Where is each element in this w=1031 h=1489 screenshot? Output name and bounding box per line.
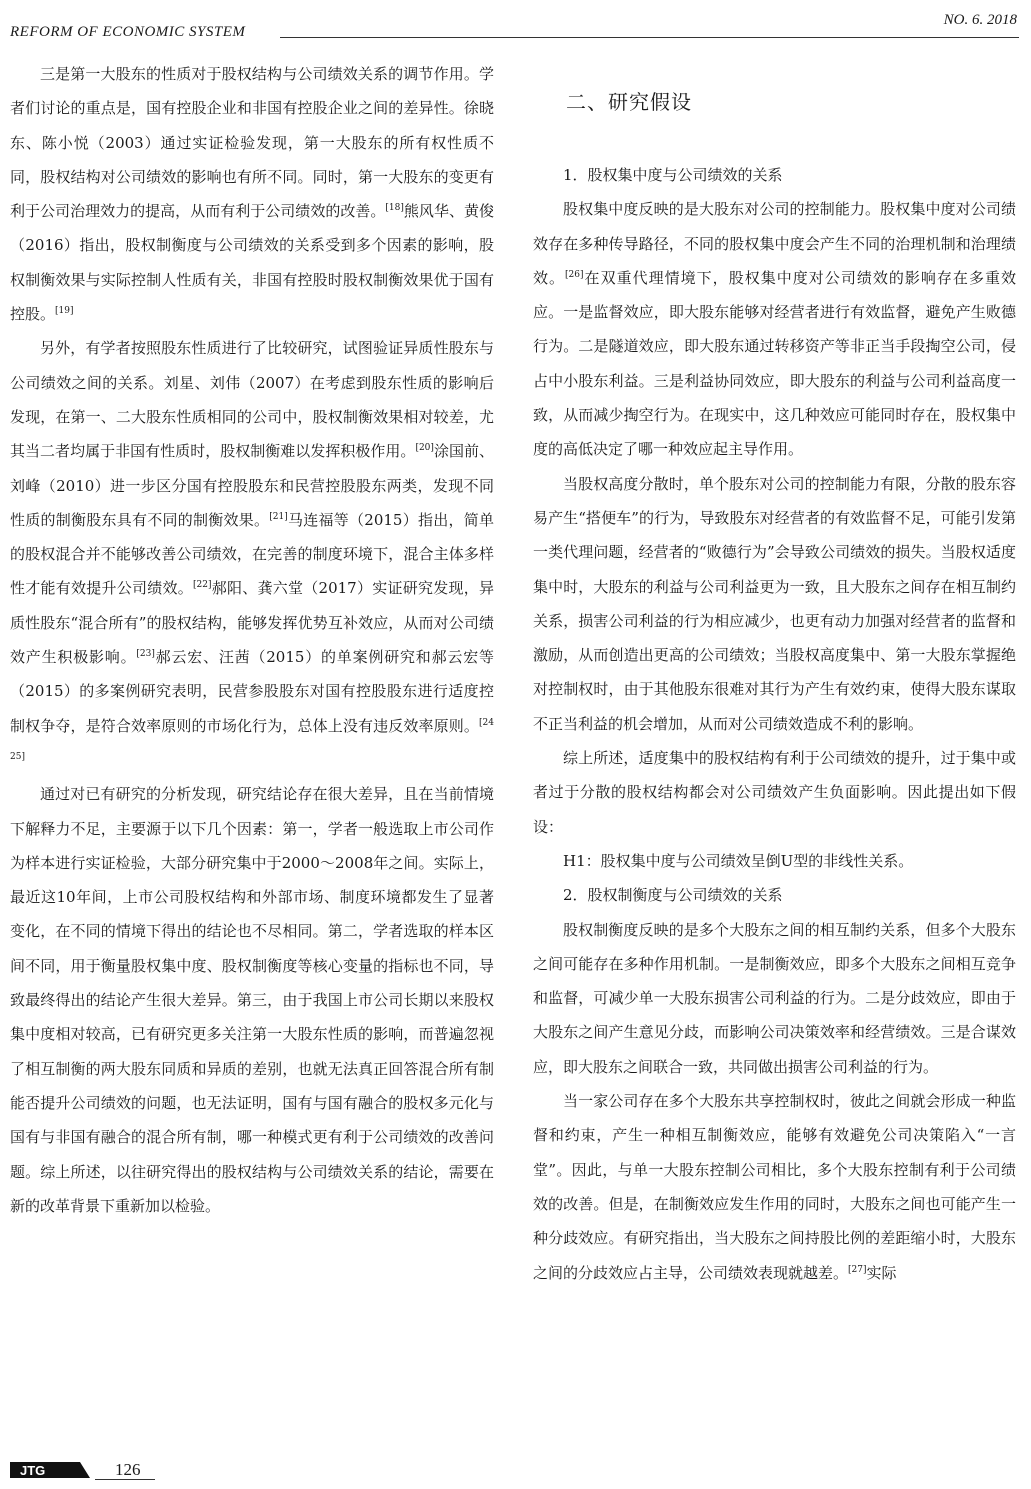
hypothesis: H1：股权集中度与公司绩效呈倒U型的非线性关系。 [563, 851, 914, 870]
paragraph: 通过对已有研究的分析发现，研究结论存在很大差异，且在当前情境下解释力不足，主要源于以下几个因素：第一，学者一般选取上市公司作为样本进行实证检验，大部分研究集中于2000～2008年之间。实际上，最近这10年间，上市公司股权结构和外部市场、制度环境都发生了显著变化，在不同的情境下得出的结论也不尽相同。第二，学者选取的样本区间不同，用于衡量股权集中度、股权制衡度等核心变量的指标也不同，导致最终得出的结论产生很大差异。第三，由于我国上市公司长期以来股权集中度相对较高，已有研究更多关注第一大股东性质的影响，而普遍忽视了相互制衡的两大股东同质和异质的差别，也就无法真正回答混合所有制能否提升公司绩效的问题，也无法证明，国有与国有融合的股权多元化与国有与非国有融合的混合所有制，哪一种模式更有利于公司绩效的改善问题。综上所述，以往研究得出的股权结构与公司绩效关系的结论，需要在新的改革背景下重新加以检验。 [10, 785, 494, 1215]
paragraph: 股权集中度反映的是大股东对公司的控制能力。股权集中度对公司绩效存在多种传导路径，不同的股权集中度会产生不同的治理机制和治理绩效。[26]在双重代理情境下，股权集中度对公司绩效的影响存在多重效应。一是监督效应，即大股东能够对经营者进行有效监督，避免产生败德行为。二是隧道效应，即大股东通过转移资产等非正当手段掏空公司，侵占中小股东利益。三是利益协同效应，即大股东的利益与公司利益高度一致，从而减少掏空行为。在现实中，这几种效应可能同时存在，股权集中度的高低决定了哪一种效应起主导作用。 [533, 200, 1016, 459]
issue-number: NO. 6. 2018 [943, 12, 1017, 28]
logo-text: JTG [20, 1463, 46, 1478]
subsection-title: 2．股权制衡度与公司绩效的关系 [563, 886, 783, 905]
paragraph: 股权制衡度反映的是多个大股东之间的相互制约关系，但多个大股东之间可能存在多种作用机制。一是制衡效应，即多个大股东之间相互竞争和监督，可减少单一大股东损害公司利益的行为。二是分歧效应，即由于大股东之间产生意见分歧，而影响公司决策效率和经营绩效。三是合谋效应，即大股东之间联合一致，共同做出损害公司利益的行为。 [533, 920, 1016, 1076]
journal-logo [10, 1462, 90, 1478]
left-column [10, 57, 494, 1223]
subsection-title: 1．股权集中度与公司绩效的关系 [563, 166, 783, 184]
page-number: 126 [115, 1460, 141, 1479]
section-title: 二、研究假设 [566, 90, 692, 114]
right-column [533, 158, 1016, 1290]
paragraph: 当一家公司存在多个大股东共享控制权时，彼此之间就会形成一种监督和约束，产生一种相互制衡效应，能够有效避免公司决策陷入“一言堂”。因此，与单一大股东控制公司相比，多个大股东控制有利于公司绩效的改善。但是，在制衡效应发生作用的同时，大股东之间也可能产生一种分歧效应。有研究指出，当大股东之间持股比例的差距缩小时，大股东之间的分歧效应占主导，公司绩效表现就越差。[27]实际 [533, 1092, 1016, 1282]
journal-name: REFORM OF ECONOMIC SYSTEM [10, 24, 246, 40]
paragraph: 三是第一大股东的性质对于股权结构与公司绩效关系的调节作用。学者们讨论的重点是，国有控股企业和非国有控股企业之间的差异性。徐晓东、陈小悦（2003）通过实证检验发现，第一大股东的所有权性质不同，股权结构对公司绩效的影响也有所不同。同时，第一大股东的变更有利于公司治理效力的提高，从而有利于公司绩效的改善。[18]熊风华、黄俊（2016）指出，股权制衡度与公司绩效的关系受到多个因素的影响，股权制衡效果与实际控制人性质有关，非国有控股时股权制衡效果优于国有控股。[19] [10, 65, 494, 324]
paragraph: 另外，有学者按照股东性质进行了比较研究，试图验证异质性股东与公司绩效之间的关系。刘星、刘伟（2007）在考虑到股东性质的影响后发现，在第一、二大股东性质相同的公司中，股权制衡效果相对较差，尤其当二者均属于非国有性质时，股权制衡难以发挥积极作用。[20]涂国前、刘峰（2010）进一步区分国有控股股东和民营控股股东两类，发现不同性质的制衡股东具有不同的制衡效果。[21]马连福等（2015）指出，简单的股权混合并不能够改善公司绩效，在完善的制度环境下，混合主体多样性才能有效提升公司绩效。[22]郝阳、龚六堂（2017）实证研究发现，异质性股东“混合所有”的股权结构，能够发挥优势互补效应，从而对公司绩效产生积极影响。[23]郝云宏、汪茜（2015）的单案例研究和郝云宏等（2015）的多案例研究表明，民营参股股东对国有控股股东进行适度控制权争夺，是符合效率原则的市场化行为，总体上没有违反效率原则。[24 25] [10, 339, 494, 762]
header-rule [280, 37, 1019, 38]
paragraph: 综上所述，适度集中的股权结构有利于公司绩效的提升，过于集中或者过于分散的股权结构都会对公司绩效产生负面影响。因此提出如下假设： [533, 749, 1016, 836]
paragraph: 当股权高度分散时，单个股东对公司的控制能力有限，分散的股东容易产生“搭便车”的行为，导致股东对经营者的有效监督不足，可能引发第一类代理问题，经营者的“败德行为”会导致公司绩效的损失。当股权适度集中时，大股东的利益与公司利益更为一致，且大股东之间存在相互制约关系，损害公司利益的行为相应减少，也更有动力加强对经营者的监督和激励，从而创造出更高的公司绩效；当股权高度集中、第一大股东掌握绝对控制权时，由于其他股东很难对其行为产生有效约束，使得大股东谋取不正当利益的机会增加，从而对公司绩效造成不利的影响。 [533, 474, 1016, 733]
